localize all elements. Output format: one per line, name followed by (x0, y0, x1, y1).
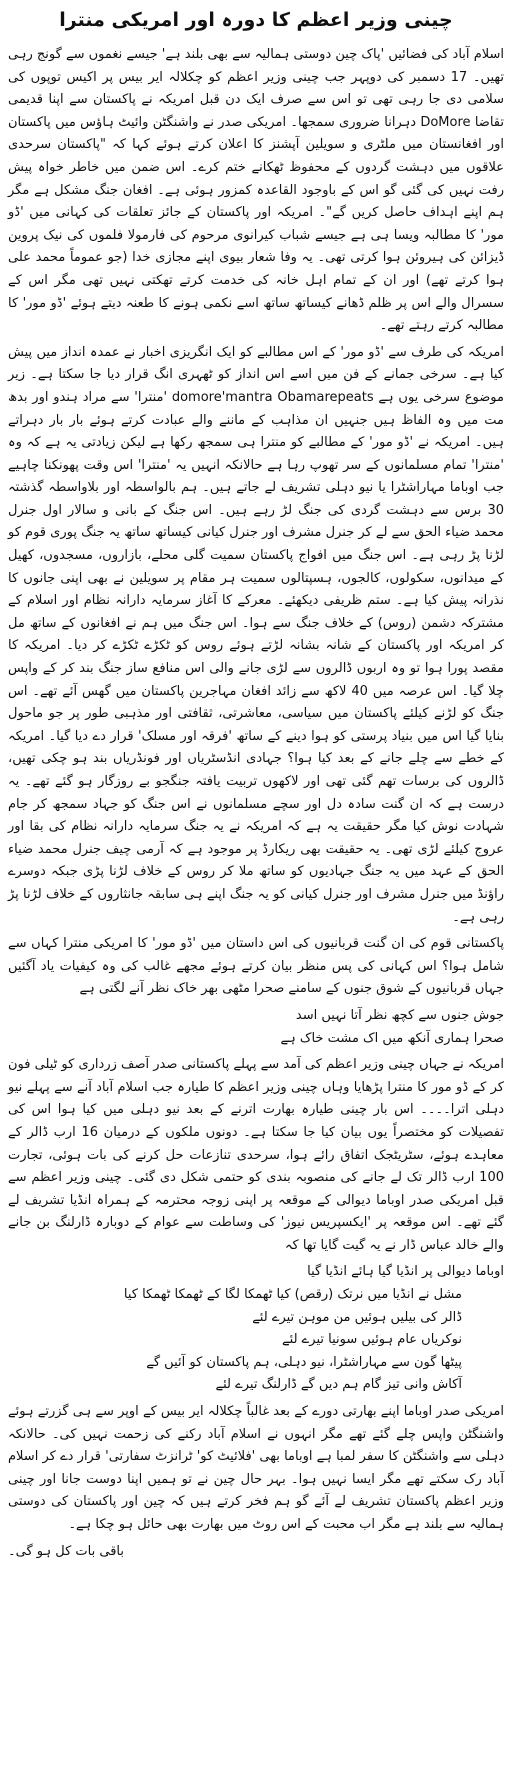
closing-note: باقی بات کل ہو گی۔ (8, 1543, 124, 1559)
song-line: ڈالر کی بیلیں ہوئیں من موہن تیرے لئے (252, 1309, 462, 1325)
verse-line: جوش جنوں سے کچھ نظر آتا نہیں اسد (295, 1007, 504, 1023)
article-title: چینی وزیر اعظم کا دورہ اور امریکی منترا (59, 9, 453, 31)
song-opening-line: اوباما دیوالی پر انڈیا گیا ہائے انڈیا گیا (307, 1264, 504, 1280)
song-line: پیٹھا گون سے مہاراشٹرا، نیو دہلی، ہم پاکستان کو آئیں گے (146, 1354, 462, 1370)
article-paragraph: پاکستانی قوم کی ان گنت قربانیوں کی اس داستان میں 'ڈو مور' کا امریکی منترا کہاں سے شامل ہوا؟ اس کہانی کی پس منظر بیان کرتے ہوئے مجھے غالب کی وہ کیفیات یاد آگئیں جہاں قربانیوں کے شوق جنوں کے سامنے صحرا مٹھی بھر خاک نظر آنے لگتی ہے (8, 936, 504, 997)
song-line: مشل نے انڈیا میں نرتک (رقص) کیا ٹھمکا لگا کے ٹھمکا ٹھمکا کیا (123, 1287, 462, 1303)
song-lyrics (8, 1284, 504, 1397)
article-paragraph: امریکہ نے جہاں چینی وزیر اعظم کی آمد سے پہلے پاکستانی صدر آصف زرداری کو ٹیلی فون کر کے ڈو مور کا منترا پڑھایا وہاں چینی وزیر اعظم کا طیارہ جب اسلام آباد آنے سے پہلے نیو دہلی اترا۔۔۔۔ اس بار چینی طیارہ بھارت اترنے کے بعد نیو دہلی میں کیا ہوا اس کی تفصیلات کو مختصراً یوں بیان کیا جا سکتا ہے۔ دونوں ملکوں کے درمیان 16 ارب ڈالر کے معاہدے ہوئے، سٹریٹجک اتفاق رائے ہوا، سرحدی تنازعات حل کرنے کی بات ہوئی، تجارت 100 ارب ڈالر تک لے جانے کی منصوبہ بندی کو حتمی شکل دی گئی۔ چینی وزیر اعظم سے قبل امریکی صدر اوباما دیوالی کے موقعہ پر اپنی زوجہ محترمہ کے ہمراہ انڈیا تشریف لے گئے تھے۔ اس موقعہ پر 'ایکسپریس نیوز' کی وساطت سے عوام کے دوبارہ ڈارلنگ بن جانے والے خالد عباس ڈار نے یہ گیت گایا تھا کہ (8, 1057, 504, 1253)
song-line: نوکریاں عام ہوئیں سونیا تیرے لئے (282, 1332, 462, 1348)
song-line: آکاش وانی تیز گام ہم دیں گے ڈارلنگ تیرے لئے (215, 1377, 462, 1393)
verse-line: صحرا ہماری آنکھ میں اک مشت خاک ہے (280, 1030, 504, 1046)
article-paragraph: اسلام آباد کی فضائیں 'پاک چین دوستی ہمالیہ سے بھی بلند ہے' جیسے نغموں سے گونج رہی تھیں۔ 17 دسمبر کی دوپہر جب چینی وزیر اعظم کو چکلالہ ایر بیس پر اکیس توپوں کی سلامی دی جا رہی تھی تو اس سے صرف ایک دن قبل امریکہ نے پاکستان سے اپنا قدیمی تقاضا DoMore دہرانا ضروری سمجھا۔ امریکی صدر نے واشنگٹن وائیٹ ہاؤس میں پاکستان اور افغانستان میں ملٹری و سویلین آپشنز کا اعلان کرتے ہوئے کہا کہ "پاکستان سرحدی علاقوں میں دہشت گردوں کے محفوظ ٹھکانے ختم کرے۔ اس ضمن میں خاطر خواہ پیش رفت نہیں کی گئی گو اس کے باوجود القاعدہ کمزور ہوئی ہے۔ افغان جنگ مشکل ہے مگر ہم اپنے اہداف حاصل کریں گے"۔ امریکہ اور پاکستان کے جائز تعلقات کی کہانی میں 'ڈو مور' کا مطالبہ ویسا ہی ہے جیسے شباب کیرانوی مرحوم کی فارمولا فلموں کی نیک پروین ڈیزائن کی ہیروئن ہوا کرتی تھی۔ یہ وفا شعار بیوی اپنے مجازی خدا (جو عموماً محمد علی ہوا کرتے تھے) اور ان کے تمام اہل خانہ کی خدمت کرتے تھکتی نہیں تھی مگر اس کے سسرال والے اس پر ظلم ڈھانے کیساتھ ساتھ اسے نکمی ہونے کا طعنہ دیتے ہوئے 'ڈو مور' کا مطالبہ کرتے رہتے تھے۔ (8, 47, 505, 334)
article-paragraph: امریکی صدر اوباما اپنے بھارتی دورے کے بعد غالباً چکلالہ ایر بیس کے اوپر سے ہی گزرتے ہوئے واشنگٹن واپس چلے گئے تھے مگر انہوں نے اسلام آباد رکنے کی زحمت نہیں کی۔ حالانکہ دہلی سے واشنگٹن کا سفر لمبا ہے اوباما بھی 'فلائیٹ کو' ٹرانزٹ سفارتی' قرار دے کر اسلام آباد رک سکتے تھے مگر ایسا نہیں ہوا۔ بہر حال چین نے تو ہمیں اپنا دوست جانا اور چینی وزیر اعظم پاکستان تشریف لے آئے گو ہم فخر کرتے ہیں کہ چین اور پاکستان کی دوستی ہمالیہ سے بلند ہے مگر اب محبت کے اس روٹ میں بھارت بھی حائل ہو چکا ہے۔ (8, 1404, 504, 1532)
article-paragraph: امریکہ کی طرف سے 'ڈو مور' کے اس مطالبے کو ایک انگریزی اخبار نے عمدہ انداز میں پیش کیا ہے۔ سرخی جمانے کے فن میں اسے اس انداز کو ٹھہری انگ قرار دیا جا سکتا ہے۔ زیر موضوع سرخی یوں ہے domore'mantra Obamarepeats 'منترا' سے مراد ہندو اور بدھ مت میں وہ الفاظ ہیں جنہیں ان مذاہب کے ماننے والے عبادت کرتے ہوئے بار بار دہراتے ہیں۔ امریکہ نے 'ڈو مور' کے مطالبے کو منترا ہی سمجھ رکھا ہے لیکن زیادتی یہ ہے کہ وہ 'منترا' تمام مسلمانوں کے سر تھوپ رہا ہے حالانکہ انہیں یہ 'منترا' اس وقت پھونکنا چاہیے جب اوباما مہاراشٹرا یا نیو دہلی تشریف لے جاتے ہیں۔ ہم بالواسطہ اور بلاواسطہ گذشتہ 30 برس سے دہشت گردی کی جنگ لڑ رہے ہیں۔ اس جنگ کے بانی و سالار اول جنرل محمد ضیاء الحق سے لے کر جنرل مشرف اور جنرل کیانی کیساتھ ساتھ یہ جنگ پوری قوم کو لڑنا پڑ رہی ہے۔ اس جنگ میں افواج پاکستان سمیت گلی محلے، بازاروں، مسجدوں، کھیل کے میدانوں، سکولوں، کالجوں، ہسپتالوں سمیت ہر مقام پر سویلین نے بھی اپنی جانوں کا نذرانہ پیش کیا ہے۔ ستم ظریفی دیکھئے۔ معرکے کا آغاز سرمایہ دارانہ نظام اور اسلام کے مشترکہ دشمن (روس) کے خلاف جنگ سے ہوا۔ اس جنگ میں ہم نے افغانوں کے ساتھ مل کر امریکہ اور پاکستان کے شانہ بشانہ لڑتے ہوئے روس کو ٹکڑے ٹکڑے کر دیا۔ امریکہ کا مقصد پورا ہوا تو وہ اربوں ڈالروں سے لڑی جانے والی اس منافع ساز جنگ بند کر کے واپس چلا گیا۔ اس عرصہ میں 40 لاکھ سے زائد افغان مہاجرین پاکستان میں گھس آئے تھے۔ اس جنگ کو لڑنے کیلئے پاکستان میں سیاسی، معاشرتی، ثقافتی اور مذہبی طور پر جو ماحول بنایا گیا اس میں بنیاد پرستی کو ہوا دینے کے ساتھ 'فرقہ اور مسلک' قرار دے دیا گیا۔ امریکہ کے خطے سے چلے جانے کے بعد کیا ہوا؟ جہادی انڈسٹریاں اور فونڈریاں بند ہو چکی تھیں، ڈالروں کی برسات تھم گئی تھی اور لاکھوں تربیت یافتہ جنگجو بے روزگار ہو گئے تھے۔ یہ درست ہے کہ ان گنت سادہ دل اور سچے مسلمانوں نے اس جنگ کو جہاد سمجھ کر جام شہادت نوش کیا مگر حقیقت یہ ہے کہ امریکہ نے یہ جنگ سرمایہ دارانہ نظام کی بقا اور عروج کیلئے لڑی تھی۔ یہ حقیقت بھی ریکارڈ پر موجود ہے کہ آرمی چیف جنرل محمد ضیاء الحق کے عہد میں یہ جنگ جہادیوں کو ساتھ ملا کر روس کے خلاف لڑنا پڑی جبکہ دوسرے راؤنڈ میں جنرل مشرف اور جنرل کیانی کو یہ جنگ اپنے ہی سابقہ جانثاروں کے خلاف لڑنا پڑ رہی ہے۔ (8, 344, 504, 925)
ghalib-verse (8, 1005, 504, 1050)
